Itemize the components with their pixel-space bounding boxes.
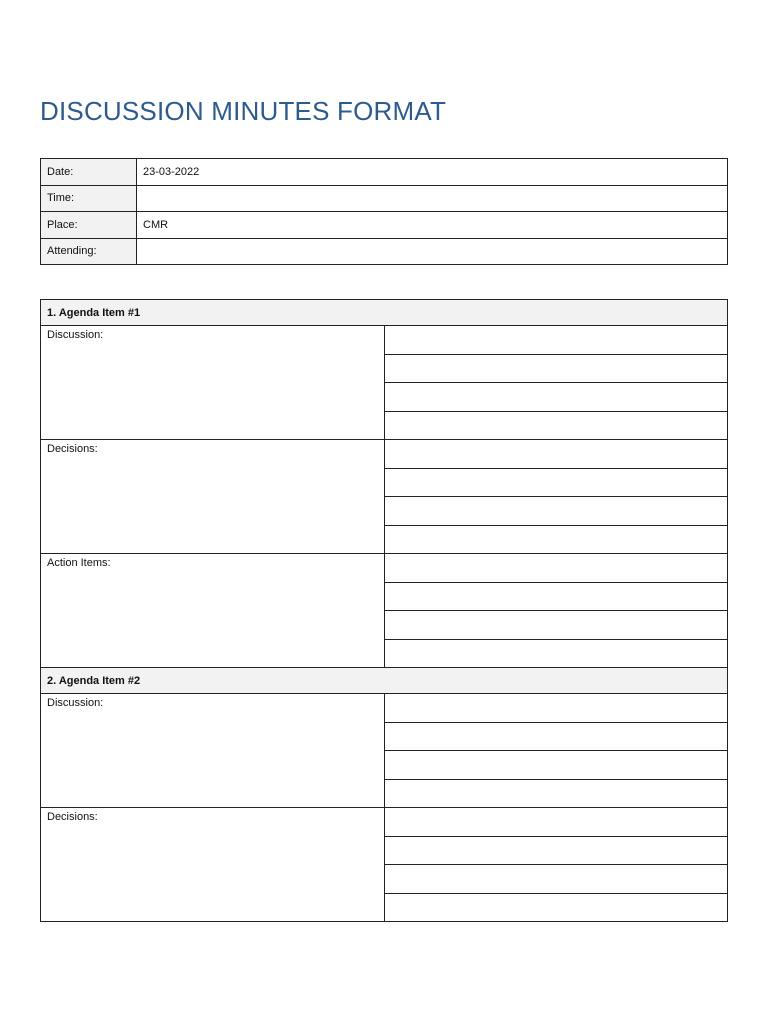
agenda-item-1-header-row [41, 300, 728, 326]
agenda-1-discussion-label: Discussion: [41, 326, 385, 440]
agenda-item-2-heading: 2. Agenda Item #2 [41, 668, 728, 694]
attending-field[interactable] [137, 238, 728, 265]
place-field[interactable]: CMR [137, 212, 728, 239]
agenda-2-discussion-label: Discussion: [41, 694, 385, 808]
agenda-1-decisions-line[interactable] [384, 497, 728, 526]
date-row [41, 159, 728, 186]
page-title: DISCUSSION MINUTES FORMAT [40, 96, 447, 126]
agenda-item-2-header-row [41, 668, 728, 694]
date-label: Date: [41, 159, 137, 186]
agenda-1-decisions-line[interactable] [384, 468, 728, 497]
date-field[interactable]: 23-03-2022 [137, 159, 728, 186]
agenda-1-decisions-label: Decisions: [41, 440, 385, 554]
agenda-2-discussion-line[interactable] [384, 722, 728, 751]
agenda-2-decisions-line[interactable] [384, 808, 728, 837]
agenda-1-action-items-label: Action Items: [41, 554, 385, 668]
agenda-2-decisions-line[interactable] [384, 836, 728, 865]
agenda-1-action-items-line[interactable] [384, 554, 728, 583]
agenda-1-action-items-line[interactable] [384, 611, 728, 640]
agenda-1-discussion-line[interactable] [384, 354, 728, 383]
time-row [41, 185, 728, 212]
time-label: Time: [41, 185, 137, 212]
agenda-1-decisions-line[interactable] [384, 440, 728, 469]
agenda-2-discussion-line[interactable] [384, 694, 728, 723]
agenda-2-discussion-line[interactable] [384, 779, 728, 808]
agenda-1-discussion-line[interactable] [384, 411, 728, 440]
agenda-1-decisions-line[interactable] [384, 525, 728, 554]
place-label: Place: [41, 212, 137, 239]
agenda-1-discussion-line[interactable] [384, 383, 728, 412]
agenda-2-decisions-line[interactable] [384, 893, 728, 922]
agenda-2-decisions-label: Decisions: [41, 808, 385, 922]
agenda-2-discussion-line[interactable] [384, 751, 728, 780]
attending-row [41, 238, 728, 265]
meeting-info-table [40, 158, 728, 265]
agenda-1-discussion-line[interactable] [384, 326, 728, 355]
time-field[interactable] [137, 185, 728, 212]
agenda-item-1-heading: 1. Agenda Item #1 [41, 300, 728, 326]
agenda-1-action-items-line[interactable] [384, 639, 728, 668]
agenda-table [40, 299, 728, 922]
attending-label: Attending: [41, 238, 137, 265]
agenda-2-decisions-line[interactable] [384, 865, 728, 894]
place-row [41, 212, 728, 239]
agenda-1-action-items-line[interactable] [384, 582, 728, 611]
